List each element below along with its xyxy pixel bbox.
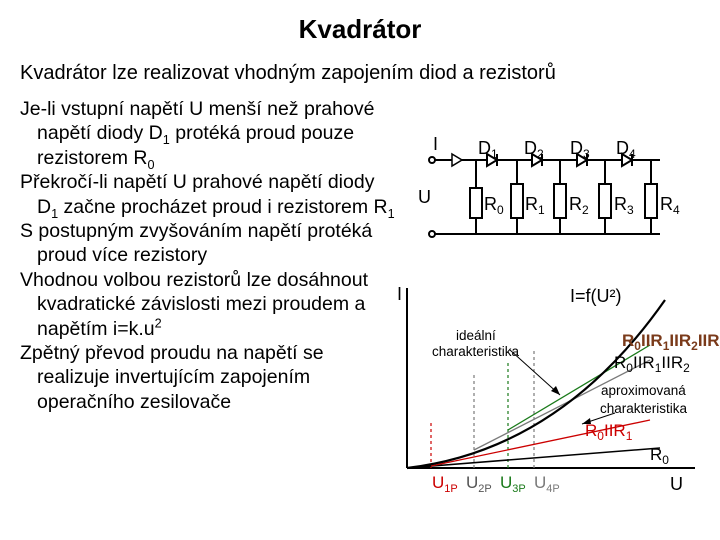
- approx-label-line1: aproximovaná: [601, 383, 686, 398]
- label-r0-r1: $R_0IIR_1$: [585, 421, 633, 443]
- label-r0: $R_0$: [650, 445, 669, 467]
- page-title: Kvadrátor: [298, 14, 422, 44]
- resistor-r1: [511, 184, 523, 218]
- current-arrow-icon: [452, 154, 462, 166]
- resistor-label-r4: $R_4$: [660, 194, 680, 217]
- resistor-label-r0: $R_0$: [484, 194, 504, 217]
- resistor-r2: [554, 184, 566, 218]
- threshold-label-u3: $U_{3P}$: [500, 473, 526, 495]
- ideal-pointer-arrow-icon: [551, 386, 560, 395]
- approx-label-line2: charakteristika: [600, 401, 688, 416]
- diode-label-d1: $D_1$: [478, 138, 498, 161]
- bullet-item: Zpětný převod proudu na napětí se realizuje invertujícím zapojením operačního zesilovače: [20, 342, 324, 413]
- resistor-r0: [470, 188, 482, 218]
- resistor-r3: [599, 184, 611, 218]
- resistor-label-r3: $R_3$: [614, 194, 634, 217]
- bullet-item: Překročí-li napětí U prahové napětí diody $D_1$ začne procházet proud i rezistorem $R_1$: [20, 171, 395, 221]
- input-terminal-bottom: [429, 231, 435, 237]
- threshold-label-u2: $U_{2P}$: [466, 473, 492, 495]
- ideal-label-line1: ideální: [456, 328, 496, 343]
- label-r0-r1-r2: $R_0IIR_1IIR_2$: [614, 353, 690, 375]
- bullet-item: Je-li vstupní napětí U menší než prahové napětí diody $D_1$ protéká proud pouze rezistorem $R_0$: [20, 98, 375, 172]
- circuit-labels: [418, 134, 680, 217]
- bullet-item: Vhodnou volbou rezistorů lze dosáhnout kvadratické závislosti mezi proudem a napětím $i=k.u^2$: [20, 268, 368, 340]
- voltage-label: U: [418, 187, 431, 207]
- label-r0-r1-r2-r3: $R_0IIR_1IIR_2IIR$: [622, 331, 720, 353]
- resistor-label-r1: $R_1$: [525, 194, 545, 217]
- threshold-label-u4: $U_{4P}$: [534, 473, 560, 495]
- characteristic-graph: [407, 288, 695, 468]
- resistor-label-r2: $R_2$: [569, 194, 589, 217]
- page-subtitle: Kvadrátor lze realizovat vhodným zapojením diod a rezistorů: [20, 62, 556, 84]
- diode-label-d4: $D_4$: [616, 138, 636, 161]
- ideal-label-line2: charakteristika: [432, 344, 520, 359]
- resistor-r4: [645, 184, 657, 218]
- threshold-label-u1: $U_{1P}$: [432, 473, 458, 495]
- bullet-item: S postupným zvyšováním napětí protéká proud více rezistory: [20, 220, 373, 267]
- diode-label-d3: $D_3$: [570, 138, 590, 161]
- y-axis-label: I: [397, 284, 403, 304]
- x-axis-label: U: [670, 474, 683, 494]
- function-label: I=f(U²): [570, 286, 622, 306]
- input-terminal-top: [429, 157, 435, 163]
- diode-label-d2: $D_2$: [524, 138, 544, 161]
- current-label: I: [433, 134, 439, 154]
